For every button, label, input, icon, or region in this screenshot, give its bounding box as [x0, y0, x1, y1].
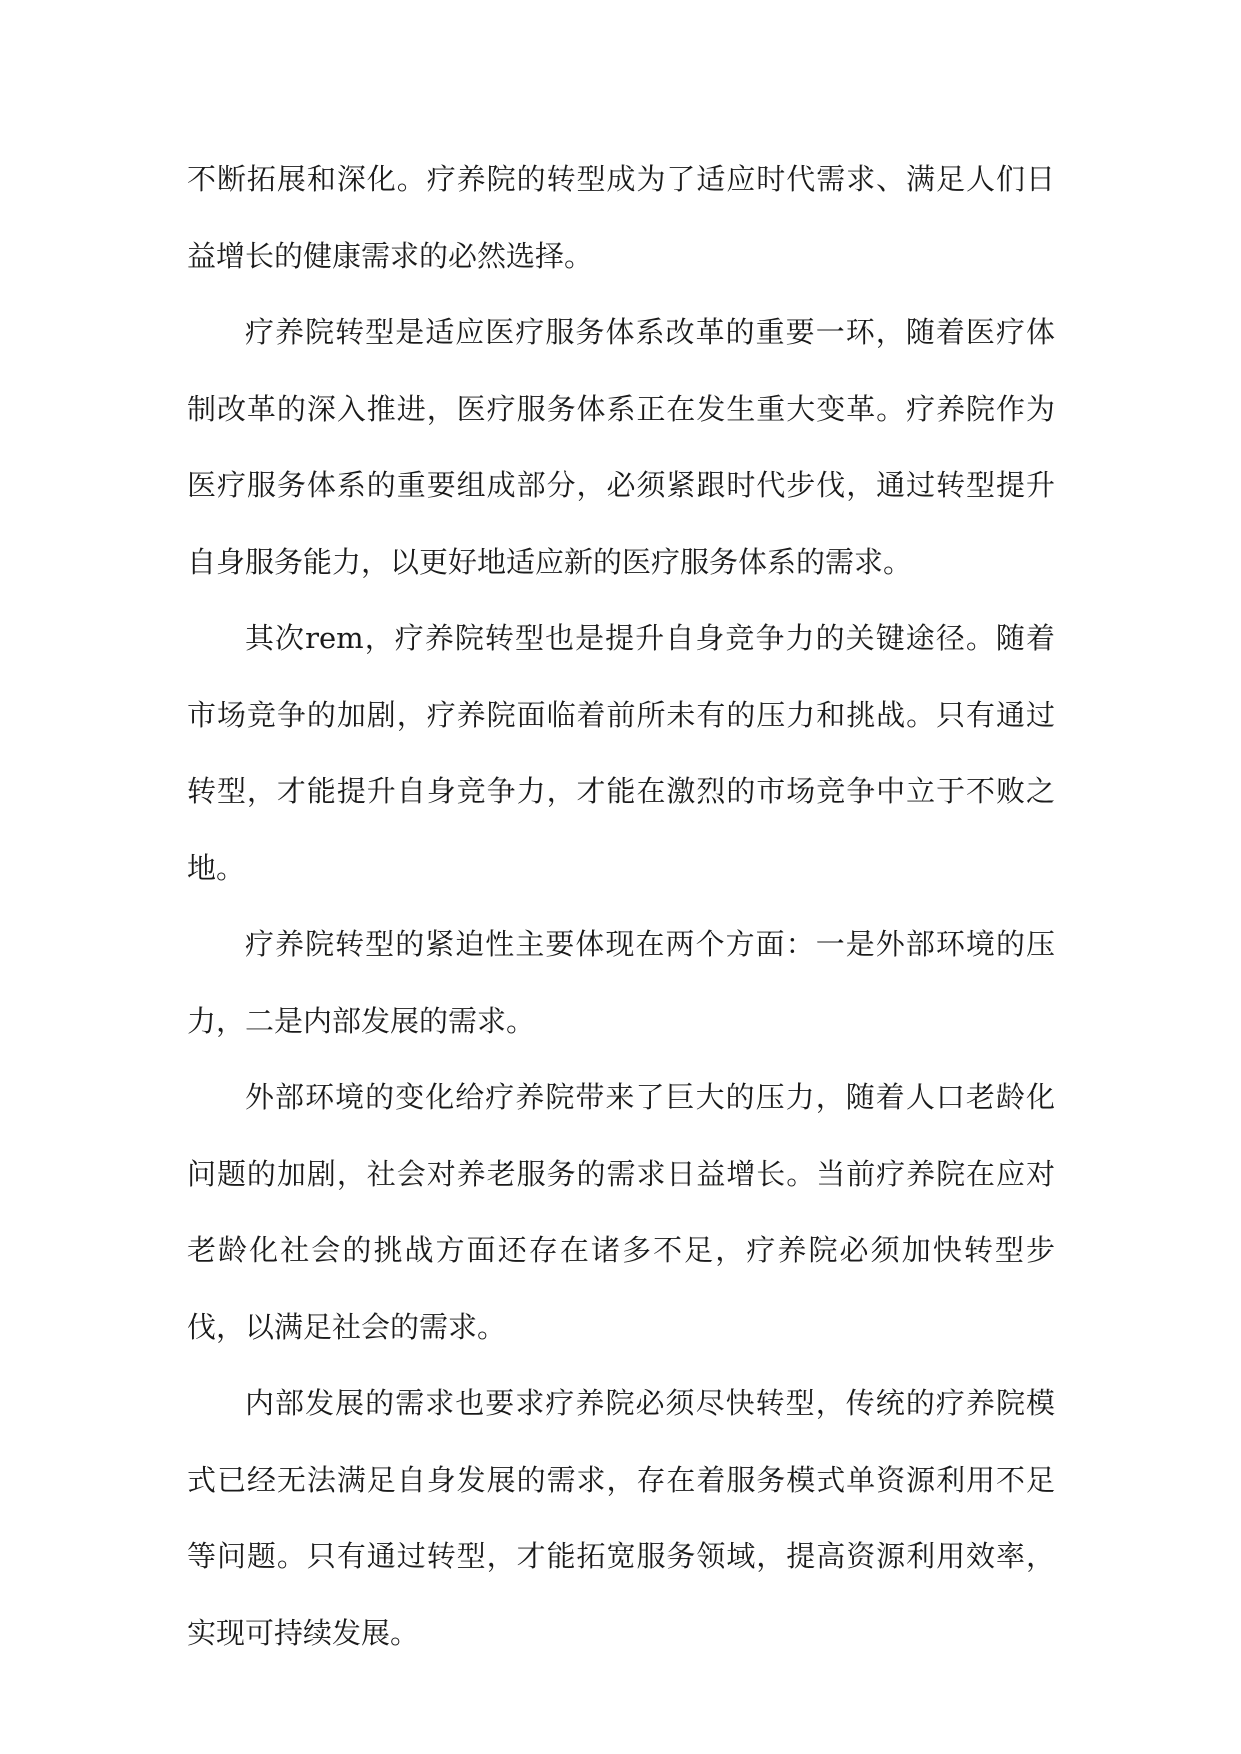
- paragraph: 疗养院转型是适应医疗服务体系改革的重要一环，随着医疗体制改革的深入推进，医疗服务体系正在发生重大变革。疗养院作为医疗服务体系的重要组成部分，必须紧跟时代步伐，通过转型提升自身服务能力，以更好地适应新的医疗服务体系的需求。: [187, 315, 1055, 579]
- paragraph: 疗养院转型的紧迫性主要体现在两个方面：一是外部环境的压力，二是内部发展的需求。: [187, 927, 1055, 1038]
- paragraph: 其次rem，疗养院转型也是提升自身竞争力的关键途径。随着市场竞争的加剧，疗养院面临着前所未有的压力和挑战。只有通过转型，才能提升自身竞争力，才能在激烈的市场竞争中立于不败之地。: [187, 621, 1055, 885]
- paragraph: 内部发展的需求也要求疗养院必须尽快转型，传统的疗养院模式已经无法满足自身发展的需求，存在着服务模式单资源利用不足等问题。只有通过转型，才能拓宽服务领域，提高资源利用效率，实现可持续发展。: [187, 1386, 1055, 1650]
- paragraph: 不断拓展和深化。疗养院的转型成为了适应时代需求、满足人们日益增长的健康需求的必然选择。: [187, 162, 1055, 273]
- paragraph: 外部环境的变化给疗养院带来了巨大的压力，随着人口老龄化问题的加剧，社会对养老服务的需求日益增长。当前疗养院在应对老龄化社会的挑战方面还存在诸多不足，疗养院必须加快转型步伐，以满足社会的需求。: [187, 1080, 1055, 1344]
- body-text: [187, 141, 1055, 1671]
